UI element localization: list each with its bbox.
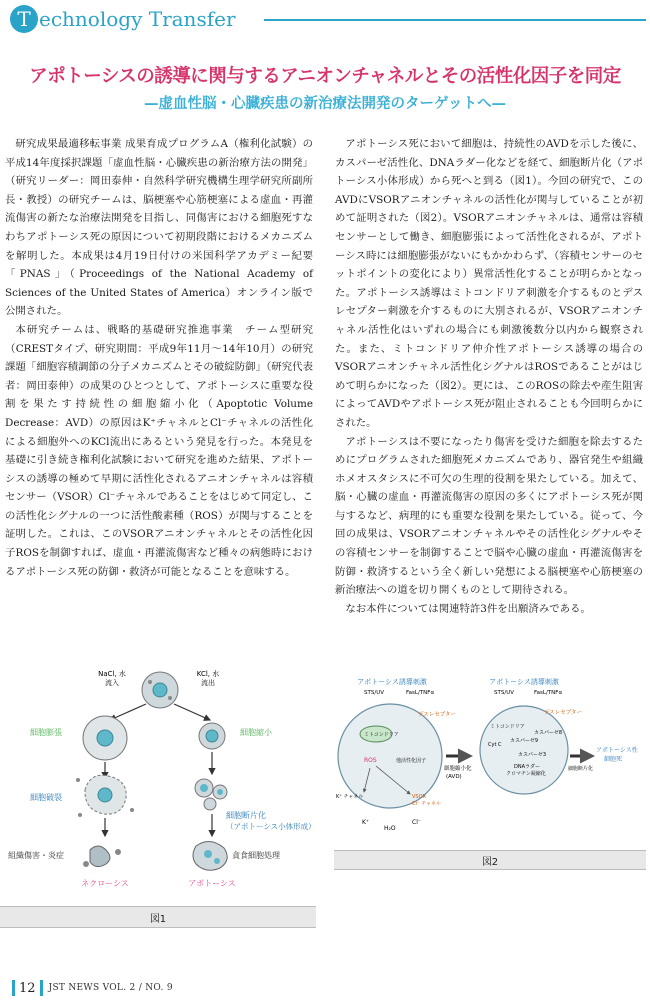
footer-bar-right [40,980,43,996]
fig2-right-fas: FasL/TNFα [534,690,563,696]
fig2-left-h2o: H₂O [384,825,396,832]
fig2-left-death-receptor: デスレセプター [418,712,456,718]
fig2-left-vsor-cl: Cl⁻ チャネル [412,801,441,807]
section-initial-badge: T [10,5,38,33]
footer-bar-left [12,980,15,996]
ruptured-cell [76,775,134,817]
nacl-label: NaCl, 水 [98,670,126,678]
kcl-label: KCl, 水 [196,670,220,678]
fig2-left-other-factor: 他活性化因子 [396,758,427,764]
fig2-right-casp8: カスパーゼ8 [534,730,563,736]
nacl-inflow-label: 流入 [105,679,119,687]
magazine-info: JST NEWS VOL. 2 / NO. 9 [48,983,173,993]
header-rule [264,19,646,21]
fig2-arrow-label-2: (AVD) [446,774,462,780]
figure-2-diagram [334,676,646,848]
article-title: アポトーシスの誘導に関与するアニオンチャネルとその活性化因子を同定 [29,66,621,87]
fig2-right-title: アポトーシス誘導刺激 [489,678,559,686]
figure-1-caption: 図1 [149,914,167,925]
right-column [335,135,643,618]
rupture-label: 細胞破裂 [30,793,62,802]
left-paragraph-2: 本研究チームは、戦略的基礎研究推進事業 チーム型研究（CRESTタイプ、研究期間：平成9年11月～14年10月）の研究課題「細胞容積調節の分子メカニズムとその破綻防御」（研究代表者：岡田泰伸）の成果のひとつとして、アポトーシスに重要な役割を果たす持続性の細胞縮小化（Apoptotic Volume Decrease：AVD）の原因はK⁺チャネルとCl⁻チャネルの活性化による細胞外へのKCl流出にあるという発見を行った。本発見を基礎に引き続き権利化試験において研究を進めた結果、アポトーシスの誘導の極めて早期に活性化されるアニオンチャネルは容積センサー（VSOR）Cl⁻チャネルであることをはじめて同定し、この活性化シグナルの一つに活性酸素種（ROS）が関与することを証明した。これは、このVSORアニオンチャネルとその活性化因子ROSを制御すれば、虚血・再灌流傷害など種々の病態時におけるアポトーシス死の防御・救済が可能となることを意味する。 [5,323,313,578]
fragmenting-cell [195,779,227,810]
fig2-result-1: アポトーシス性 [596,747,638,754]
fragment-label: 細胞断片化 [226,811,266,820]
kcl-outflow-label: 流出 [201,679,215,687]
fig2-left-cell [338,704,442,808]
right-paragraph-2: アポトーシスは不要になったり傷害を受けた細胞を除去するためにプログラムされた細胞死メカニズムであり、器官発生や組織ホメオスタシスに不可欠の生理的役割を果たしている。加えて、脳・心臓の虚血・再灌流傷害の原因の多くにアポトーシス死が関与するなど、病理的にも重要な役割を果たしている。従って、今回の成果は、VSORアニオンチャネルやその活性化シグナルやその容積センサーを制御することで脳や心臓の虚血・再灌流傷害を防御・救済するという全く新しい発想による脳梗塞や心筋梗塞の新治療法への道を切り開くものとして期待される。 [335,435,643,597]
phago-label: 貪食細胞処理 [232,851,280,860]
fig2-right-casp9: カスパーゼ9 [510,738,539,744]
shrunken-cell [199,723,225,749]
left-paragraph-1: 研究成果最適移転事業 成果育成プログラムA（権利化試験）の平成14年度採択課題「虚血性脳・心臓疾患の新治療方法の開発」（研究リーダー：岡田泰伸・自然科学研究機構生理学研究所副所長・教授）の研究チームは、脳梗塞や心筋梗塞による虚血・再灌流傷害の新たな治療法開発を目指し、同傷害における細胞死すなわちアポトーシス死の原因について初期段階におけるメカニズムを解明した。本成果は4月19日付けの米国科学アカデミー紀要「PNAS」（Proceedings of the National Academy of Sciences of the United States of America）オンライン版で公開された。 [5,138,313,318]
fig2-right-cytc: Cyt C [488,742,502,748]
right-paragraph-3: なお本件については関連特許3件を出願済みである。 [345,602,591,615]
damaged-debris [83,846,121,867]
figure-1-diagram [0,660,316,930]
left-column [5,135,313,581]
fig2-right-cell [480,706,568,794]
fig2-left-fas: FasL/TNFα [406,690,435,696]
fig2-left-k-channel: K⁺ チャネル [336,794,364,800]
normal-cell [142,672,178,708]
fig2-right-death-receptor: デスレセプター [544,710,582,716]
shrink-label: 細胞縮小 [240,728,272,737]
fig2-left-vsor: VSOR [412,794,427,800]
right-paragraph-1: アポトーシス死において細胞は、持続性のAVDを示した後に、カスパーゼ活性化、DNAラダー化などを経て、細胞断片化（アポトーシス小体形成）から死へと到る（図1）。今回の研究で、このAVDにVSORアニオンチャネルの活性化が関与していることが初めて証明された（図2）。VSORアニオンチャネルは、通常は容積センサーとして働き、細胞膨張によって活性化されるが、アポトーシス時には細胞膨張がないにもかかわらず、（容積センサーのセットポイントの変化により）異常活性化することが明らかとなった。アポトーシス誘導はミトコンドリア刺激を介するものとデスレセプター刺激を介するものに大別されるが、VSORアニオンチャネル活性化はいずれの場合にも刺激後数分以内から観察された。また、ミトコンドリア仲介性アポトーシス誘導の場合のVSORアニオンチャネル活性化シグナルはROSであることがはじめて明らかになった（図2）。更には、このROSの除去や産生阻害によってAVDやアポトーシス死が阻止されることも今回明らかにされた。 [335,138,643,429]
page-number: 12 [19,980,36,996]
swelling-label: 細胞膨張 [30,728,62,737]
fig2-death-arrow-label: 細胞断片化 [568,766,594,772]
article-subtitle: —虚血性脳・心臓疾患の新治療法開発のターゲットへ— [144,96,506,112]
fig2-left-k-ion: K⁺ [362,819,370,826]
fragment-note-label: （アポトーシス小体形成） [226,822,316,831]
arrow-to-swelling [110,704,146,720]
swollen-cell [83,716,127,760]
fig2-right-dna: DNAラダー [514,764,540,770]
arrow-to-shrink [174,704,210,720]
phagocyte [193,841,227,870]
section-header-title: echnology Transfer [39,7,236,31]
fig2-left-mito: ミトコンドリア [364,732,399,738]
fig2-right-dna-2: クロマチン凝縮化 [506,771,546,777]
fig2-result-2: 細胞死 [604,756,623,763]
fig2-right-casp3: カスパーゼ3 [518,752,547,758]
fig2-arrow-label-1: 細胞縮小化 [444,766,472,772]
damage-label: 組織傷害・炎症 [8,851,64,860]
fig2-left-ros: ROS [364,757,377,764]
apoptosis-label: アポトーシス [188,879,236,888]
fig2-left-cl-ion: Cl⁻ [412,819,422,826]
fig2-left-sts: STS/UV [364,690,384,696]
section-header [6,4,646,34]
necrosis-label: ネクローシス [81,879,129,888]
fig2-left-title: アポトーシス誘導刺激 [357,678,427,686]
fig2-right-sts: STS/UV [494,690,514,696]
fig2-right-mito: ミトコンドリア [490,724,525,730]
page-footer [12,978,173,998]
figure-2-caption: 図2 [481,857,499,868]
